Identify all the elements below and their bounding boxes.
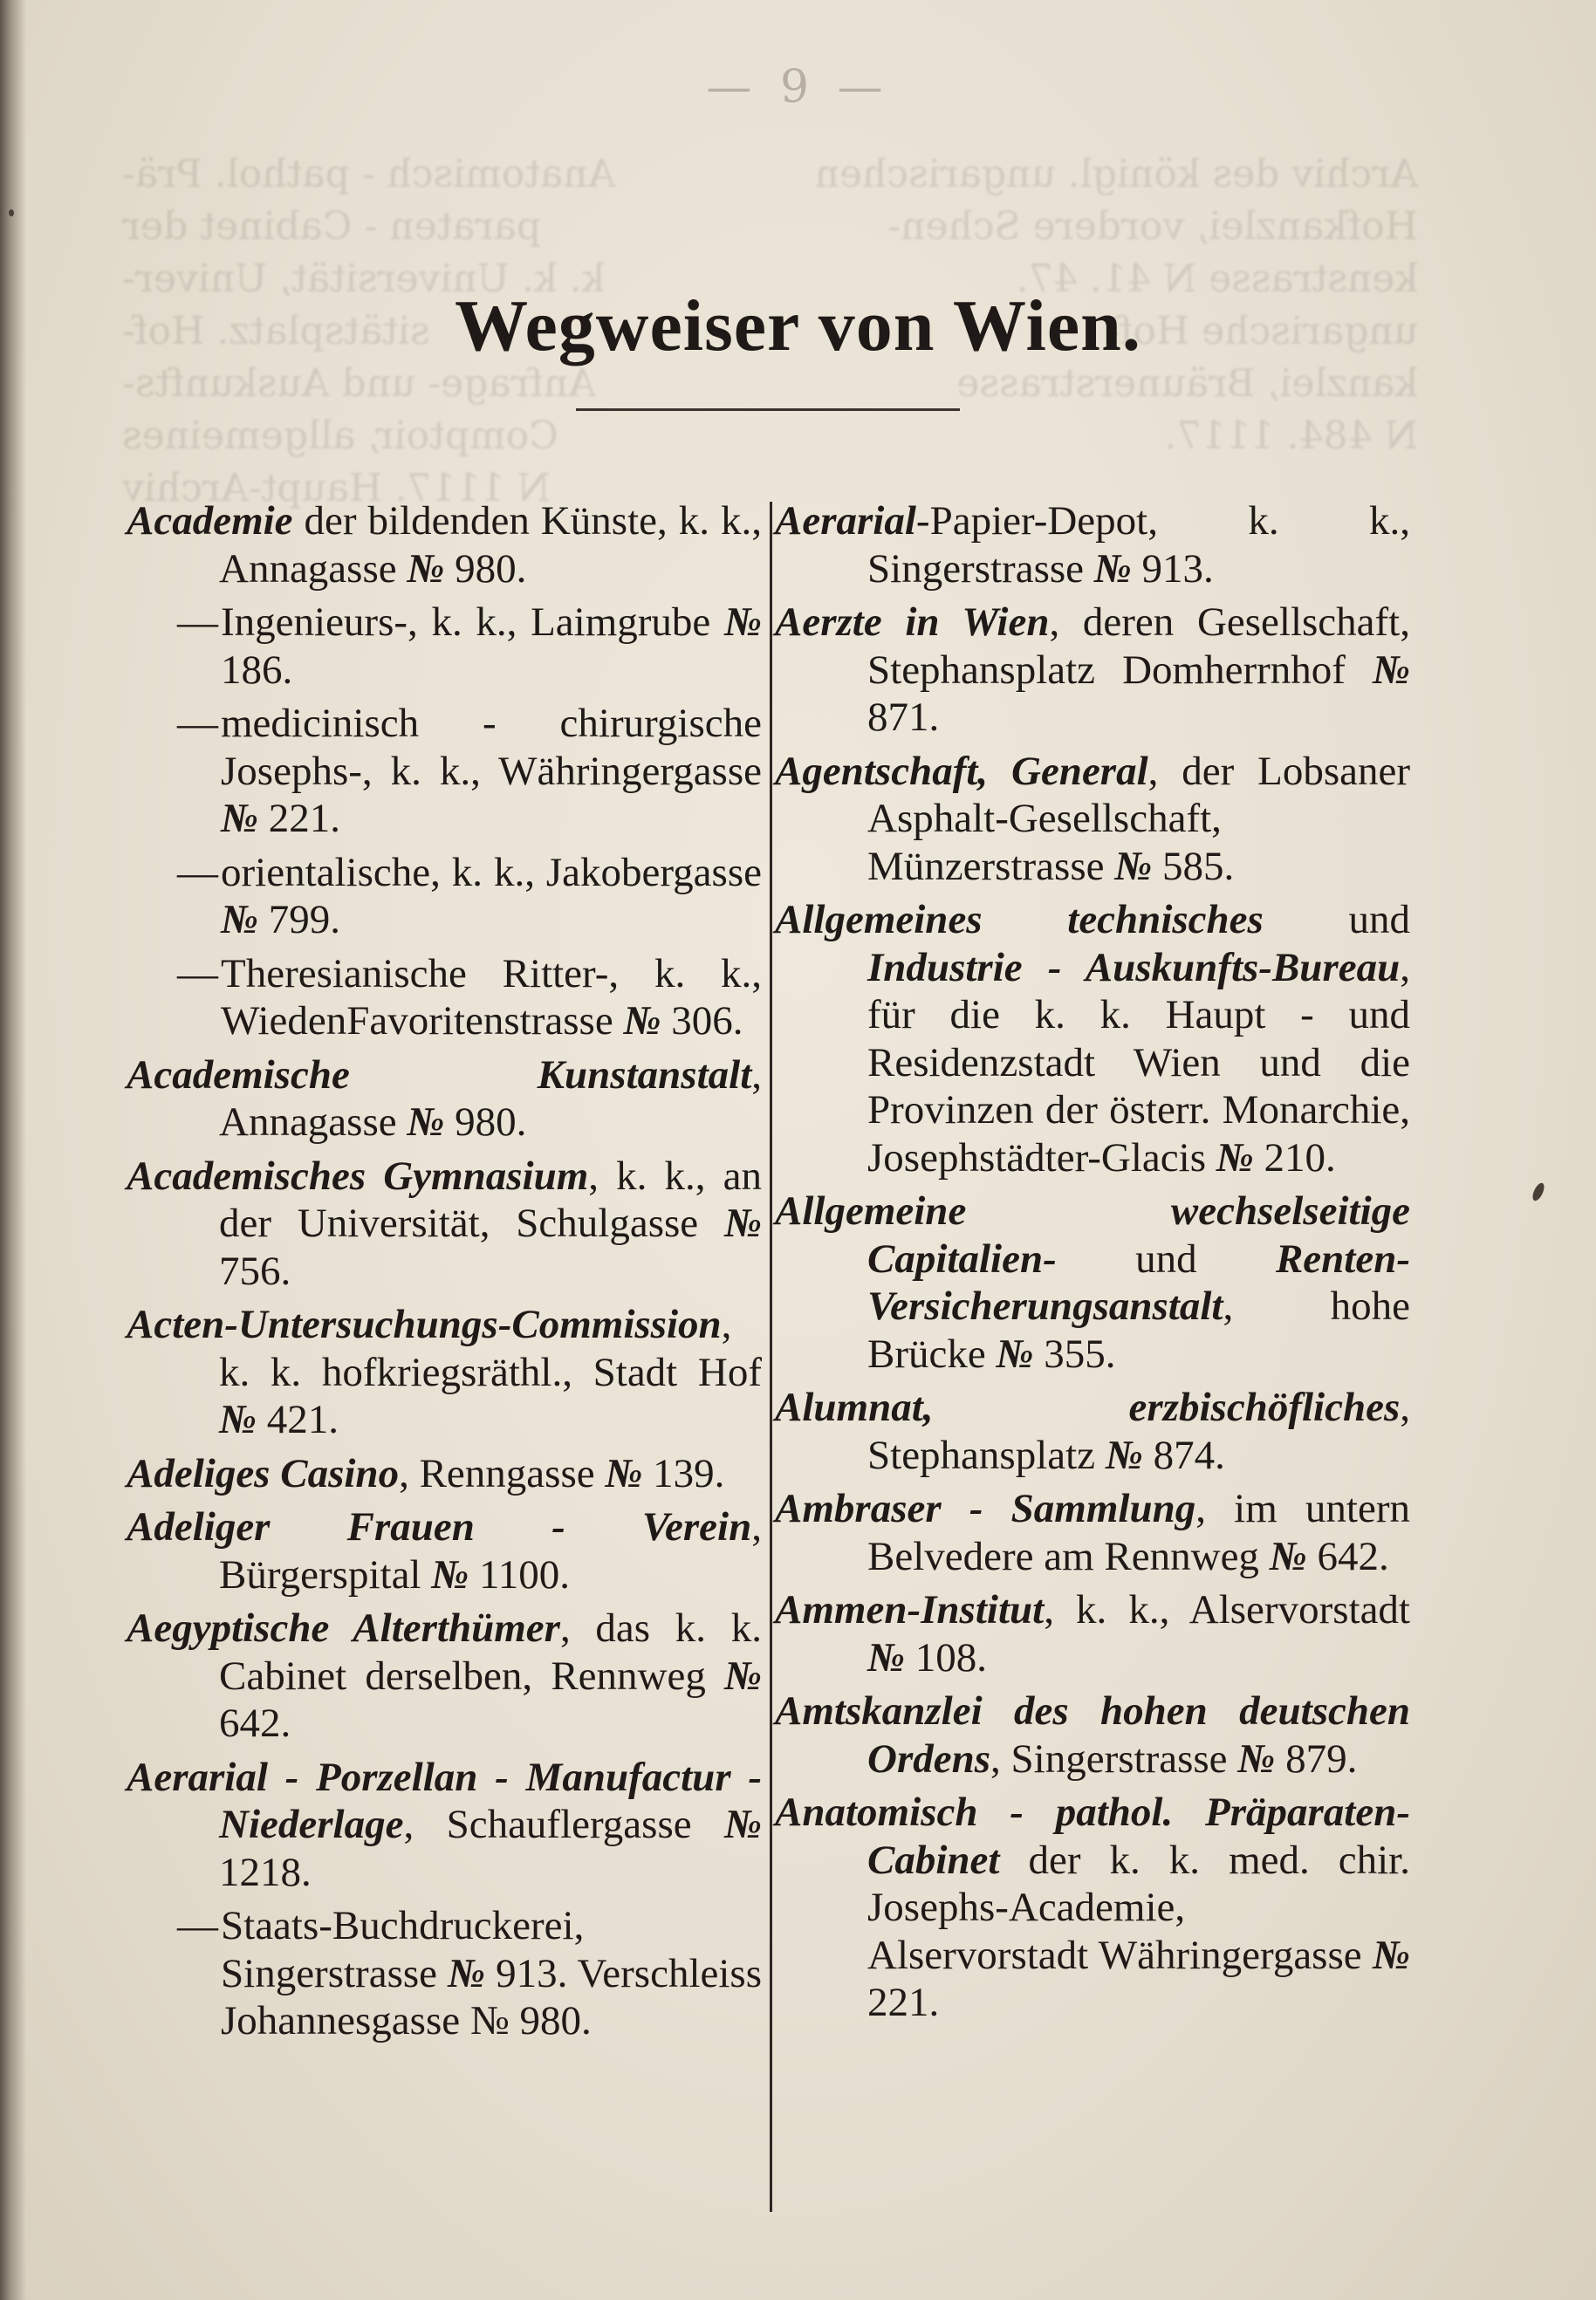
entry-text: , Stephansplatz bbox=[867, 1385, 1410, 1478]
numero-sign: № bbox=[1269, 1533, 1307, 1579]
entry-text: , k. k., Alservorstadt bbox=[1044, 1587, 1410, 1633]
ink-speck bbox=[9, 209, 14, 216]
directory-entry bbox=[127, 1605, 762, 1748]
house-number: 108. bbox=[905, 1634, 988, 1681]
directory-entry bbox=[775, 1586, 1410, 1681]
house-number: 186. bbox=[221, 647, 293, 693]
entry-heading-secondary: Industrie - Auskunfts-Bureau bbox=[867, 944, 1401, 990]
title-rule bbox=[576, 408, 960, 411]
house-number: 210. bbox=[1253, 1134, 1336, 1181]
bleed-through-text-left: Anatomisch - pathol. Prä- paraten - Cabinet der k. k. Universität, Univer- sitätsplatz. Hof- Anfrage- und Auskunfts- Comptoir, allgemeines N 1117. Haupt-Archiv bbox=[122, 152, 616, 510]
entry-heading: Academie bbox=[127, 498, 293, 544]
directory-entry bbox=[127, 1503, 762, 1598]
entry-heading: Academische Kunstanstalt bbox=[127, 1051, 752, 1098]
house-number: 355. bbox=[1033, 1331, 1116, 1377]
directory-entry bbox=[127, 1902, 762, 2045]
house-number: 980. bbox=[444, 1099, 527, 1145]
numero-sign: № bbox=[623, 998, 661, 1044]
ink-speck bbox=[1531, 1181, 1546, 1202]
directory-entry bbox=[775, 497, 1410, 592]
house-number: 1100. bbox=[469, 1551, 571, 1598]
directory-entry bbox=[127, 849, 762, 944]
entry-text-secondary: , hohe Brücke bbox=[867, 1283, 1410, 1377]
numero-sign: № bbox=[221, 897, 259, 942]
directory-entry bbox=[775, 1687, 1410, 1783]
directory-entry bbox=[127, 497, 762, 592]
column-divider bbox=[770, 502, 772, 2212]
house-number: 221. bbox=[258, 796, 341, 841]
numero-sign: № bbox=[723, 1201, 762, 1246]
numero-sign: № bbox=[219, 1397, 257, 1442]
directory-entry bbox=[127, 1754, 762, 1897]
house-number: 913. bbox=[1131, 545, 1214, 592]
directory-entry bbox=[775, 1188, 1410, 1378]
directory-entry bbox=[127, 1153, 762, 1296]
entry-text: , Renngasse bbox=[399, 1450, 606, 1496]
numero-sign: № bbox=[723, 1653, 762, 1699]
numero-sign: № bbox=[407, 545, 445, 592]
entry-text: Staats-Buchdruckerei, Singerstrasse bbox=[221, 1903, 585, 1996]
numero-sign: № bbox=[1372, 1932, 1410, 1978]
entry-text: , der Lobsaner Asphalt-Gesellschaft, Münzerstrasse bbox=[867, 748, 1411, 889]
directory-entry bbox=[127, 1051, 762, 1147]
entry-dash: — bbox=[177, 1903, 218, 1948]
directory-entry bbox=[775, 1485, 1410, 1580]
numero-sign: № bbox=[407, 1099, 445, 1145]
entry-heading: Amtskanzlei des hohen deutschen Ordens bbox=[775, 1688, 1410, 1782]
house-number: 799. bbox=[258, 897, 341, 942]
entry-text: , Singerstrasse bbox=[990, 1735, 1238, 1782]
numero-sign: № bbox=[221, 796, 259, 841]
house-number: 1218. bbox=[219, 1849, 312, 1895]
entry-text: , im untern Belvedere am Rennweg bbox=[867, 1486, 1410, 1579]
house-number: 642. bbox=[1306, 1533, 1389, 1579]
entry-heading: Allgemeine wechselseitige Capitalien- bbox=[775, 1188, 1410, 1282]
entry-text: der bildenden Künste, k. k., Annagasse bbox=[219, 498, 762, 592]
entry-heading: Adeliger Frauen - Verein bbox=[127, 1504, 752, 1550]
numero-sign: № bbox=[1372, 647, 1410, 693]
house-number: 642. bbox=[219, 1701, 291, 1746]
numero-sign: № bbox=[867, 1634, 906, 1681]
entry-dash: — bbox=[177, 950, 218, 996]
numero-sign: № bbox=[1093, 545, 1132, 592]
right-column bbox=[775, 497, 1410, 2033]
entry-text: , deren Gesellschaft, Stephansplatz Domherrnhof bbox=[867, 599, 1410, 693]
house-number: 306. bbox=[661, 998, 743, 1044]
directory-entry bbox=[775, 748, 1410, 891]
numero-sign: № bbox=[1105, 1432, 1143, 1478]
numero-sign: № bbox=[723, 599, 762, 645]
numero-sign: № bbox=[1114, 843, 1153, 889]
entry-heading: Aerarial bbox=[775, 498, 916, 544]
entry-heading: Aerzte in Wien bbox=[775, 599, 1050, 645]
entry-text-secondary: , für die k. k. Haupt - und Residenzstadt Wien und die Provinzen der österr. Monarchie, Josephstädter-Glacis bbox=[867, 944, 1410, 1181]
entry-text: , Annagasse bbox=[219, 1051, 762, 1145]
numero-sign: № bbox=[996, 1331, 1034, 1377]
numero-sign: № bbox=[447, 1950, 486, 1996]
entry-heading: Ambraser - Sammlung bbox=[775, 1486, 1196, 1531]
entry-heading: Agentschaft, General bbox=[775, 748, 1148, 794]
house-number: 221. bbox=[867, 1980, 940, 2025]
numero-sign: № bbox=[605, 1450, 643, 1496]
entry-dash: — bbox=[177, 701, 218, 746]
directory-entry bbox=[775, 599, 1410, 742]
entry-dash: — bbox=[177, 849, 218, 895]
directory-entry bbox=[775, 1789, 1410, 2027]
numero-sign: № bbox=[723, 1802, 762, 1847]
entry-heading: Aegyptische Alterthümer bbox=[127, 1605, 560, 1651]
house-number: 421. bbox=[257, 1397, 339, 1442]
entry-heading: Adeliges Casino bbox=[127, 1450, 400, 1496]
entry-text: der k. k. med. chir. Josephs-Academie, Alservorstadt Währingergasse bbox=[867, 1837, 1410, 1978]
house-number: 913. Verschleiss Johannesgasse № 980. bbox=[221, 1950, 763, 2043]
entry-heading: Ammen-Institut bbox=[775, 1587, 1045, 1633]
entry-text: , k. k., an der Universität, Schulgasse bbox=[219, 1153, 762, 1246]
entry-heading: Academisches Gymnasium bbox=[127, 1153, 589, 1199]
house-number: 139. bbox=[642, 1450, 725, 1496]
numero-sign: № bbox=[1216, 1134, 1254, 1181]
entry-text: , Bürgerspital bbox=[219, 1504, 762, 1598]
entry-text: -Papier-Depot, k. k., Singerstrasse bbox=[867, 498, 1410, 592]
entry-text: , k. k. hofkriegsräthl., Stadt Hof bbox=[219, 1302, 762, 1395]
numero-sign: № bbox=[1237, 1735, 1276, 1782]
directory-entry bbox=[127, 950, 762, 1045]
entry-text: und bbox=[1263, 897, 1410, 942]
entry-heading: Alumnat, erzbischöfliches bbox=[775, 1385, 1401, 1430]
directory-entry bbox=[127, 700, 762, 843]
entry-text: orientalische, k. k., Jakobergasse bbox=[221, 849, 762, 895]
entry-heading: Allgemeines technisches bbox=[775, 897, 1264, 942]
entry-text: und bbox=[1056, 1236, 1276, 1282]
house-number: 874. bbox=[1142, 1432, 1225, 1478]
directory-entry bbox=[127, 1450, 762, 1498]
directory-entry bbox=[127, 599, 762, 694]
entry-dash: — bbox=[177, 599, 218, 645]
entry-heading-secondary: Renten-Versicherungsanstalt bbox=[867, 1236, 1410, 1329]
left-column bbox=[127, 497, 762, 2051]
entry-heading: Aerarial - Porzellan - Manufactur - Niederlage bbox=[127, 1754, 762, 1847]
house-number: 585. bbox=[1152, 843, 1235, 889]
house-number: 879. bbox=[1275, 1735, 1358, 1782]
page-title: Wegweiser von Wien. bbox=[455, 285, 1141, 366]
bleed-through-text-right: Archiv des königl. ungarischen Hofkanzlei, vordere Schen- kenstrasse N 41. 47. ungarische Hof- kanzlei, Bräunerstrasse N 484. 1117. bbox=[814, 152, 1418, 458]
directory-entry bbox=[127, 1301, 762, 1444]
entry-text: , das k. k. Cabinet derselben, Rennweg bbox=[219, 1605, 762, 1699]
entry-heading: Anatomisch - pathol. Präparaten-Cabinet bbox=[775, 1790, 1410, 1883]
entry-text: Ingenieurs-, k. k., Laimgrube bbox=[221, 599, 724, 645]
house-number: 871. bbox=[867, 695, 940, 740]
entry-text: medicinisch - chirurgische Josephs-, k. k., Währingergasse bbox=[221, 701, 762, 794]
numero-sign: № bbox=[431, 1551, 469, 1598]
directory-entry bbox=[775, 896, 1410, 1181]
house-number: 980. bbox=[444, 545, 527, 592]
page-number: — 9 — bbox=[706, 61, 890, 113]
entry-text: , Schauflergasse bbox=[403, 1802, 724, 1847]
entry-text: Theresianische Ritter-, k. k., WiedenFavoritenstrasse bbox=[221, 950, 762, 1044]
house-number: 756. bbox=[219, 1248, 291, 1294]
directory-entry bbox=[775, 1384, 1410, 1479]
entry-heading: Acten-Untersuchungs-Commission bbox=[127, 1302, 722, 1347]
